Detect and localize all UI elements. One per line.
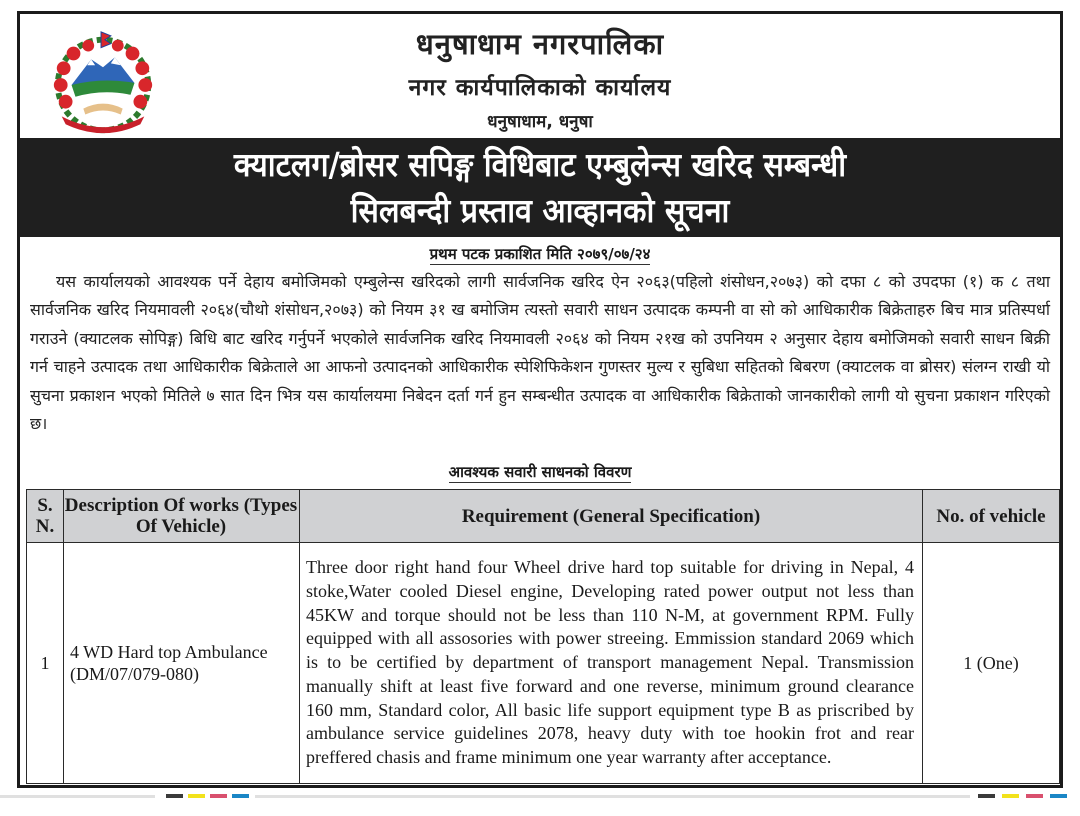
cell-description: 4 WD Hard top Ambulance (DM/07/079-080) xyxy=(64,543,300,784)
registration-mark-magenta xyxy=(1026,794,1043,798)
table-row xyxy=(27,543,1060,784)
col-header-description: Description Of works (Types Of Vehicle) xyxy=(64,490,300,543)
registration-mark-magenta xyxy=(210,794,227,798)
cell-sn: 1 xyxy=(27,543,64,784)
cell-quantity: 1 (One) xyxy=(923,543,1060,784)
col-header-requirement: Requirement (General Specification) xyxy=(300,490,923,543)
table-title xyxy=(20,462,1060,482)
office-address: धनुषाधाम, धनुषा xyxy=(487,112,593,132)
office-name: नगर कार्यपालिकाको कार्यालय xyxy=(408,74,672,101)
notice-title-line-2: सिलबन्दी प्रस्ताव आव्हानको सूचना xyxy=(350,191,730,230)
col-header-sn: S. N. xyxy=(27,490,64,543)
registration-mark-cyan xyxy=(1050,794,1067,798)
registration-mark-yellow xyxy=(1002,794,1019,798)
vehicle-spec-table xyxy=(26,489,1060,784)
registration-mark-yellow xyxy=(188,794,205,798)
table-header-row xyxy=(27,490,1060,543)
print-registration-bar-right xyxy=(255,795,970,798)
notice-title-line-1: क्याटलग/ब्रोसर सपिङ्ग विधिबाट एम्बुलेन्स खरिद सम्बन्धी xyxy=(233,145,847,184)
table-title-label: आवश्यक सवारी साधनको विवरण xyxy=(448,463,632,481)
print-registration-bar-left xyxy=(0,795,155,798)
col-header-quantity: No. of vehicle xyxy=(923,490,1060,543)
registration-mark-cyan xyxy=(232,794,249,798)
publication-date-label: प्रथम पटक प्रकाशित मिति २०७९/०७/२४ xyxy=(429,245,651,263)
notice-frame xyxy=(17,11,1063,788)
cell-requirement: Three door right hand four Wheel drive hard top suitable for driving in Nepal, 4 stoke,Water cooled Diesel engine, Developing rated power output not less than 45KW and torque should not be less than 110 N-M, at government RPM. Fully equipped with all assosories with power streeing. Emmission standard 2069 which is to be certified by department of transport management Nepal. Transmission manually shift at least five forward and one reverse, minimum ground clearance 160 mm, Standard color, All basic life support equipment type B as priscribed by ambulance service guidelines 2078, heavy duty with toe hookin frot and rear preffered chasis and frame minimum one year warranty after acceptance. xyxy=(300,543,923,784)
notice-title-banner xyxy=(20,138,1060,237)
registration-mark-black xyxy=(978,794,995,798)
registration-mark-black xyxy=(166,794,183,798)
publication-date xyxy=(20,244,1060,264)
org-name: धनुषाधाम नगरपालिका xyxy=(415,27,665,61)
notice-body: यस कार्यालयको आवश्यक पर्ने देहाय बमोजिमको एम्बुलेन्स खरिदको लागी सार्वजनिक खरिद ऐन २०६३(पहिलो शंसोधन,२०७३) को दफा ८ को उपदफा (१) क ८ तथा सार्वजनिक खरिद नियमावली २०६४(चौथो शंसोधन,२०७३) को नियम ३१ ख बमोजिम त्यस्तो सवारी साधन उत्पादक कम्पनी वा सो को आधिकारीक बिक्रेताहरु बिच मात्र प्रतिस्पर्धा गराउने (क्याटलक सोपिङ्ग) बिधि बाट खरिद गर्नुपर्ने भएकोले सार्वजनिक खरिद नियमावली २०६४ को नियम २१ख को उपनियम २ अनुसार देहाय बमोजिमको सवारी साधन बिक्री गर्न चाहने उत्पादक तथा आधिकारीक बिक्रेताले आ आफनो उत्पादनको आधिकारीक स्पेशिफिकेशन गुणस्तर मुल्य र सुबिधा सहितको बिबरण (क्याटलक वा ब्रोसर) संलग्न राखी यो सुचना प्रकाशन भएको मितिले ७ सात दिन भित्र यस कार्यालयमा निबेदन दर्ता गर्न हुन सम्बन्धीत उत्पादक वा आधिकारीक बिक्रेताको जानकारीको लागी यो सुचना प्रकाशन गरिएको छ। xyxy=(30,272,1050,434)
